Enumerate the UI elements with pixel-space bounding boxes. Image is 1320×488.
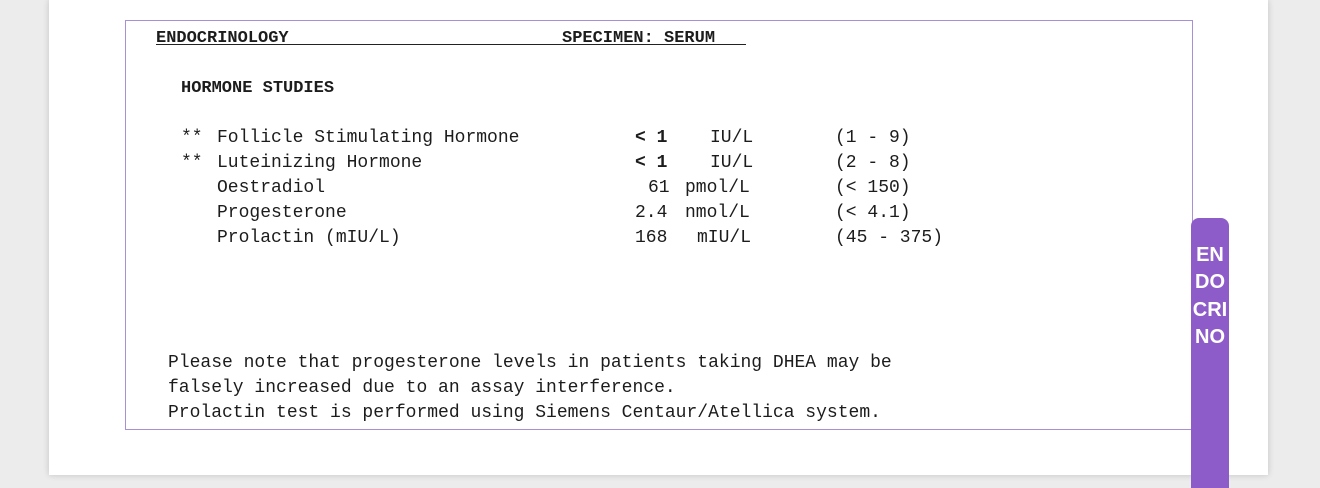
department-heading: ENDOCRINOLOGY: [156, 29, 289, 48]
test-units: IU/L: [710, 128, 754, 148]
test-name: Follicle Stimulating Hormone: [217, 128, 520, 148]
result-flag: **: [181, 128, 203, 148]
note-line: Please note that progesterone levels in patients taking DHEA may be: [168, 353, 892, 373]
reference-range: (< 4.1): [835, 203, 911, 223]
side-tab-label: ENDOCRINO: [1192, 244, 1228, 348]
reference-range: (2 - 8): [835, 153, 911, 173]
section-title: HORMONE STUDIES: [181, 79, 335, 98]
specimen-heading: SPECIMEN: SERUM: [562, 29, 716, 48]
result-flag: **: [181, 153, 203, 173]
test-name: Luteinizing Hormone: [217, 153, 423, 173]
test-units: mIU/L: [697, 228, 752, 248]
test-value: < 1: [635, 128, 668, 148]
reference-range: (1 - 9): [835, 128, 911, 148]
endocrinology-side-tab[interactable]: [1191, 218, 1229, 488]
note-line: falsely increased due to an assay interference.: [168, 378, 676, 398]
test-value: 2.4: [635, 203, 668, 223]
test-value: < 1: [635, 153, 668, 173]
note-line: Prolactin test is performed using Siemens Centaur/Atellica system.: [168, 403, 881, 423]
reference-range: (< 150): [835, 178, 911, 198]
test-units: pmol/L: [685, 178, 750, 198]
test-name: Prolactin (mIU/L): [217, 228, 401, 248]
test-units: IU/L: [710, 153, 754, 173]
test-units: nmol/L: [685, 203, 750, 223]
test-value: 168: [635, 228, 668, 248]
reference-range: (45 - 375): [835, 228, 944, 248]
test-name: Oestradiol: [217, 178, 326, 198]
test-name: Progesterone: [217, 203, 347, 223]
test-value: 61: [648, 178, 670, 198]
